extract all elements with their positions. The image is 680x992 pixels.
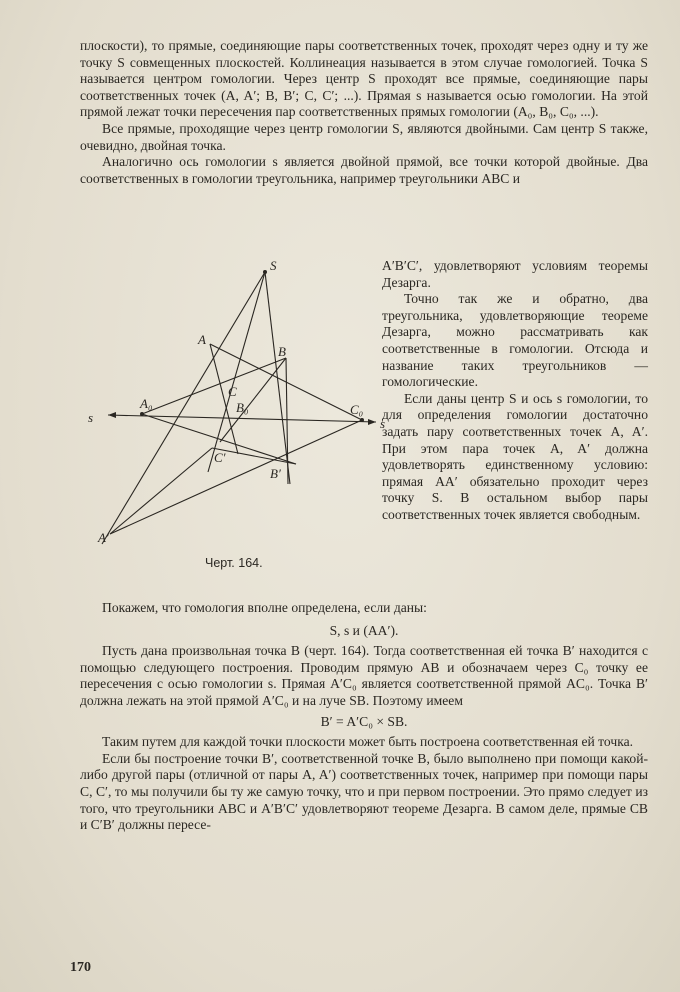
- line-A1-C0: [110, 420, 362, 534]
- figure-caption: Черт. 164.: [205, 556, 263, 570]
- label-A1: A′: [98, 530, 109, 545]
- ray-S-C: [208, 272, 265, 472]
- paragraph-center-axis-given: Если даны центр S и ось s гомологии, то для определения гомологии достаточно задать пару соответственных точек A, A′. При этом пара точек A, A′ должна удовлетворять единственному условию: прямая AA′ обязательно проходит через точку S. В остальном выбор пары соответственных точек является свободным.: [382, 390, 648, 522]
- label-A: A: [198, 332, 206, 347]
- paragraph-axis-double: Аналогично ось гомологии s является двойной прямой, все точки которой двойные. Два соответственных в гомологии треугольника, например треугольники ABC и: [80, 154, 648, 186]
- point-C0: [360, 418, 364, 422]
- arrow-s-right: [368, 419, 376, 425]
- paragraph-show-defined: Покажем, что гомология вполне определена, если даны:: [102, 600, 427, 615]
- line-A1-C1: [110, 448, 212, 534]
- paragraph-construction: Пусть дана произвольная точка B (черт. 164). Тогда соответственная ей точка B′ находится с помощью следующего построения. Проводим прямую AB и обозначаем через C₀ точку ее пересечения с осью гомологии s. Прямая A′C₀ является соответственной прямой AC₀. Точка B′ должна лежать на этой прямой A′C₀ и на луче SB. Поэтому имеем: [80, 643, 648, 708]
- label-C1: C′: [214, 450, 226, 465]
- paragraph-homology-definition: плоскости), то прямые, соединяющие пары соответственных точек, проходят через одну и ту же точку S совмещенных плоскостей. Коллинеация называется в этом случае гомологией. Точка S называется центром гомологии. Через центр S проходят все прямые, соединяющие пары соответственных точек (A, A′; B, B′; C, C′; ...). Прямая s называется осью гомологии. На этой прямой лежат точки пересечения пар соответственных прямых гомологии (A₀, B₀, C₀, ...).: [80, 38, 648, 120]
- paragraph-desargues: A′B′C′, удовлетворяют условиям теоремы Дезарга.: [382, 258, 648, 290]
- label-C: C: [228, 384, 237, 399]
- point-A0: [140, 412, 144, 416]
- label-B: B: [278, 344, 286, 359]
- point-S: [263, 270, 267, 274]
- label-B0: B₀: [236, 400, 249, 415]
- line-B-B1-ext: [286, 358, 288, 484]
- side-text-block: [382, 258, 648, 524]
- paragraph-each-point: Таким путем для каждой точки плоскости может быть построена соответственная ей точка.: [102, 734, 634, 750]
- label-B1: B′: [270, 466, 281, 481]
- paragraph-homological-triangles: Точно так же и обратно, два треугольника, удовлетворяющие теореме Дезарга, можно рассматривать как соответственные в гомологии. Отсюда и название таких треугольников — гомологические.: [382, 291, 648, 390]
- top-text-block: [80, 38, 648, 187]
- label-s-right: s: [380, 416, 386, 431]
- paragraph-other-pair: Если бы построение точки B′, соответственной точке B, было выполнено при помощи какой-либо другой пары (отличной от пары A, A′) соответственных точек, например при помощи пары C, C′, то мы получили бы ту же самую точку, что и при первом построении. Это прямо следует из того, что треугольники ABC и A′B′C′ удовлетворяют теореме Дезарга. В самом деле, прямые CB и C′B′ должны пересе-: [80, 750, 648, 833]
- formula-given: S, s и (AA′).: [329, 622, 399, 638]
- formula-B-prime: B′ = A′C₀ × SB.: [320, 713, 408, 729]
- label-s-left: s: [88, 410, 94, 425]
- bottom-text-block: [80, 600, 648, 834]
- page-number: 170: [70, 960, 91, 975]
- label-A0: A₀: [140, 396, 153, 411]
- arrow-s-left: [108, 412, 116, 418]
- figure-164: [80, 252, 396, 592]
- label-C0: C₀: [350, 402, 364, 417]
- label-S: S: [270, 258, 277, 273]
- homology-diagram: [80, 252, 396, 592]
- paragraph-double-lines: Все прямые, проходящие через центр гомологии S, являются двойными. Сам центр S также, очевидно, двойная точка.: [80, 120, 648, 153]
